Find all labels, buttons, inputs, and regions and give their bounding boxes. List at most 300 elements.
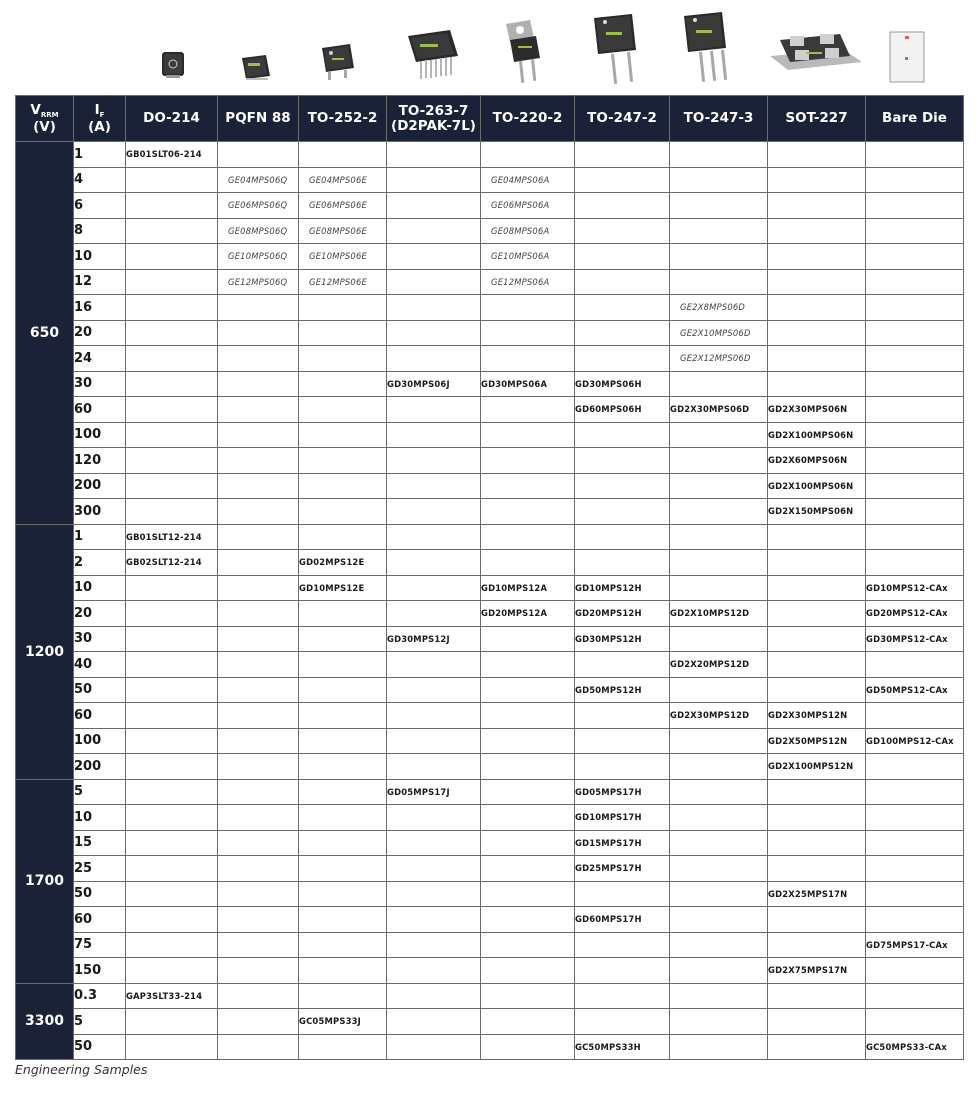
engineering-sample-part-cell: GE10MPS06E xyxy=(299,244,387,270)
table-row xyxy=(16,601,964,627)
bare-die-package-image xyxy=(890,32,924,82)
empty-cell xyxy=(670,422,768,448)
empty-cell xyxy=(126,244,218,270)
empty-cell xyxy=(387,524,481,550)
empty-cell xyxy=(387,193,481,219)
sot-227-package-image xyxy=(770,34,862,70)
empty-cell xyxy=(218,779,299,805)
if-header xyxy=(74,96,126,142)
current-cell: 1 xyxy=(74,142,126,168)
current-cell: 2 xyxy=(74,550,126,576)
part-number-cell: GD2X30MPS12N xyxy=(768,703,866,729)
empty-cell xyxy=(126,575,218,601)
empty-cell xyxy=(575,448,670,474)
empty-cell xyxy=(866,830,964,856)
empty-cell xyxy=(387,601,481,627)
voltage-cell: 1700 xyxy=(16,779,74,983)
empty-cell xyxy=(126,371,218,397)
empty-cell xyxy=(866,295,964,321)
table-row xyxy=(16,320,964,346)
empty-cell xyxy=(768,805,866,831)
current-cell: 60 xyxy=(74,907,126,933)
part-number-cell: GD2X30MPS06N xyxy=(768,397,866,423)
empty-cell xyxy=(481,958,575,984)
empty-cell xyxy=(575,422,670,448)
empty-cell xyxy=(768,142,866,168)
empty-cell xyxy=(866,805,964,831)
if-symbol: I xyxy=(94,101,100,118)
package-header: Bare Die xyxy=(866,96,964,142)
part-number-cell: GB01SLT12-214 xyxy=(126,524,218,550)
empty-cell xyxy=(866,958,964,984)
current-cell: 60 xyxy=(74,703,126,729)
empty-cell xyxy=(768,320,866,346)
current-cell: 30 xyxy=(74,371,126,397)
current-cell: 75 xyxy=(74,932,126,958)
empty-cell xyxy=(126,473,218,499)
empty-cell xyxy=(126,907,218,933)
empty-cell xyxy=(299,448,387,474)
empty-cell xyxy=(387,575,481,601)
empty-cell xyxy=(481,856,575,882)
empty-cell xyxy=(866,269,964,295)
engineering-sample-part-cell: GE08MPS06E xyxy=(299,218,387,244)
empty-cell xyxy=(218,881,299,907)
empty-cell xyxy=(768,626,866,652)
empty-cell xyxy=(218,703,299,729)
empty-cell xyxy=(387,1009,481,1035)
empty-cell xyxy=(670,1034,768,1060)
empty-cell xyxy=(866,1009,964,1035)
empty-cell xyxy=(768,524,866,550)
empty-cell xyxy=(387,295,481,321)
empty-cell xyxy=(670,193,768,219)
part-number-cell: GD10MPS12E xyxy=(299,575,387,601)
empty-cell xyxy=(670,830,768,856)
empty-cell xyxy=(126,754,218,780)
current-cell: 200 xyxy=(74,754,126,780)
empty-cell xyxy=(299,779,387,805)
empty-cell xyxy=(670,626,768,652)
empty-cell xyxy=(387,269,481,295)
empty-cell xyxy=(387,677,481,703)
empty-cell xyxy=(218,983,299,1009)
part-number-cell: GD2X60MPS06N xyxy=(768,448,866,474)
empty-cell xyxy=(299,652,387,678)
vrrm-header xyxy=(16,96,74,142)
header-row xyxy=(16,96,964,142)
pqfn-88-package-image xyxy=(242,55,270,80)
empty-cell xyxy=(575,550,670,576)
empty-cell xyxy=(670,448,768,474)
empty-cell xyxy=(387,550,481,576)
empty-cell xyxy=(866,167,964,193)
empty-cell xyxy=(126,295,218,321)
empty-cell xyxy=(768,269,866,295)
empty-cell xyxy=(670,142,768,168)
empty-cell xyxy=(575,346,670,372)
current-cell: 5 xyxy=(74,779,126,805)
empty-cell xyxy=(126,779,218,805)
empty-cell xyxy=(387,244,481,270)
empty-cell xyxy=(218,754,299,780)
empty-cell xyxy=(387,728,481,754)
empty-cell xyxy=(481,779,575,805)
table-row xyxy=(16,677,964,703)
empty-cell xyxy=(387,397,481,423)
current-cell: 10 xyxy=(74,575,126,601)
empty-cell xyxy=(866,422,964,448)
empty-cell xyxy=(218,575,299,601)
part-number-cell: GB02SLT12-214 xyxy=(126,550,218,576)
table-row xyxy=(16,448,964,474)
empty-cell xyxy=(126,218,218,244)
empty-cell xyxy=(126,703,218,729)
empty-cell xyxy=(481,524,575,550)
empty-cell xyxy=(670,1009,768,1035)
empty-cell xyxy=(126,1009,218,1035)
empty-cell xyxy=(866,754,964,780)
current-cell: 100 xyxy=(74,422,126,448)
empty-cell xyxy=(126,346,218,372)
package-header: TO-247-2 xyxy=(575,96,670,142)
empty-cell xyxy=(866,371,964,397)
table-row xyxy=(16,499,964,525)
empty-cell xyxy=(299,397,387,423)
table-row xyxy=(16,626,964,652)
current-cell: 50 xyxy=(74,677,126,703)
empty-cell xyxy=(299,958,387,984)
current-cell: 10 xyxy=(74,805,126,831)
current-cell: 12 xyxy=(74,269,126,295)
empty-cell xyxy=(481,652,575,678)
empty-cell xyxy=(218,295,299,321)
footnote: Engineering Samples xyxy=(15,1062,148,1077)
current-cell: 50 xyxy=(74,881,126,907)
empty-cell xyxy=(299,346,387,372)
table-row xyxy=(16,193,964,219)
empty-cell xyxy=(218,1034,299,1060)
part-number-cell: GD60MPS06H xyxy=(575,397,670,423)
empty-cell xyxy=(670,371,768,397)
table-row xyxy=(16,218,964,244)
empty-cell xyxy=(299,422,387,448)
empty-cell xyxy=(481,754,575,780)
empty-cell xyxy=(126,167,218,193)
empty-cell xyxy=(575,218,670,244)
empty-cell xyxy=(768,856,866,882)
part-number-cell: GD20MPS12H xyxy=(575,601,670,627)
table-row xyxy=(16,881,964,907)
part-number-cell: GD2X150MPS06N xyxy=(768,499,866,525)
empty-cell xyxy=(126,677,218,703)
empty-cell xyxy=(481,499,575,525)
empty-cell xyxy=(768,1034,866,1060)
current-cell: 25 xyxy=(74,856,126,882)
empty-cell xyxy=(299,728,387,754)
engineering-sample-part-cell: GE04MPS06Q xyxy=(218,167,299,193)
empty-cell xyxy=(387,499,481,525)
vrrm-unit: (V) xyxy=(33,118,56,135)
empty-cell xyxy=(299,473,387,499)
empty-cell xyxy=(299,754,387,780)
empty-cell xyxy=(126,448,218,474)
empty-cell xyxy=(299,932,387,958)
part-number-cell: GD2X10MPS12D xyxy=(670,601,768,627)
empty-cell xyxy=(387,907,481,933)
part-number-cell: GD2X30MPS06D xyxy=(670,397,768,423)
current-cell: 150 xyxy=(74,958,126,984)
empty-cell xyxy=(387,1034,481,1060)
table-row xyxy=(16,728,964,754)
current-cell: 5 xyxy=(74,1009,126,1035)
vrrm-symbol: V xyxy=(30,101,41,118)
empty-cell xyxy=(387,167,481,193)
empty-cell xyxy=(481,983,575,1009)
empty-cell xyxy=(866,193,964,219)
table-row xyxy=(16,244,964,270)
empty-cell xyxy=(299,881,387,907)
package-images-row xyxy=(0,0,980,95)
empty-cell xyxy=(481,626,575,652)
empty-cell xyxy=(575,320,670,346)
empty-cell xyxy=(866,779,964,805)
part-number-cell: GD2X100MPS12N xyxy=(768,754,866,780)
empty-cell xyxy=(866,218,964,244)
empty-cell xyxy=(387,830,481,856)
empty-cell xyxy=(866,346,964,372)
empty-cell xyxy=(218,371,299,397)
empty-cell xyxy=(670,983,768,1009)
part-number-cell: GD20MPS12A xyxy=(481,601,575,627)
current-cell: 0.3 xyxy=(74,983,126,1009)
empty-cell xyxy=(575,193,670,219)
part-number-cell: GD2X50MPS12N xyxy=(768,728,866,754)
empty-cell xyxy=(218,473,299,499)
empty-cell xyxy=(575,652,670,678)
empty-cell xyxy=(768,601,866,627)
empty-cell xyxy=(218,958,299,984)
empty-cell xyxy=(299,499,387,525)
empty-cell xyxy=(126,830,218,856)
empty-cell xyxy=(218,346,299,372)
current-cell: 15 xyxy=(74,830,126,856)
current-cell: 4 xyxy=(74,167,126,193)
table-row xyxy=(16,1009,964,1035)
table-row xyxy=(16,473,964,499)
package-header: PQFN 88 xyxy=(218,96,299,142)
empty-cell xyxy=(866,499,964,525)
current-cell: 50 xyxy=(74,1034,126,1060)
empty-cell xyxy=(481,932,575,958)
part-number-cell: GD05MPS17J xyxy=(387,779,481,805)
empty-cell xyxy=(575,958,670,984)
empty-cell xyxy=(387,473,481,499)
to-247-2-package-image xyxy=(594,14,636,84)
table-row xyxy=(16,830,964,856)
part-number-cell: GD100MPS12-CAx xyxy=(866,728,964,754)
package-header: TO-220-2 xyxy=(481,96,575,142)
engineering-sample-part-cell: GE2X12MPS06D xyxy=(670,346,768,372)
empty-cell xyxy=(768,295,866,321)
empty-cell xyxy=(575,881,670,907)
empty-cell xyxy=(768,983,866,1009)
table-row xyxy=(16,907,964,933)
empty-cell xyxy=(768,218,866,244)
empty-cell xyxy=(866,473,964,499)
empty-cell xyxy=(670,218,768,244)
to-252-2-package-image xyxy=(322,44,354,80)
empty-cell xyxy=(126,805,218,831)
voltage-cell: 650 xyxy=(16,142,74,525)
empty-cell xyxy=(218,1009,299,1035)
package-header: TO-247-3 xyxy=(670,96,768,142)
empty-cell xyxy=(299,907,387,933)
engineering-sample-part-cell: GE04MPS06E xyxy=(299,167,387,193)
empty-cell xyxy=(481,295,575,321)
part-number-cell: GD2X75MPS17N xyxy=(768,958,866,984)
empty-cell xyxy=(218,626,299,652)
empty-cell xyxy=(126,932,218,958)
table-row xyxy=(16,779,964,805)
part-number-cell: GD30MPS12J xyxy=(387,626,481,652)
current-cell: 200 xyxy=(74,473,126,499)
empty-cell xyxy=(670,677,768,703)
package-header: TO-263-7 (D2PAK-7L) xyxy=(387,96,481,142)
empty-cell xyxy=(218,550,299,576)
engineering-sample-part-cell: GE06MPS06A xyxy=(481,193,575,219)
empty-cell xyxy=(218,422,299,448)
empty-cell xyxy=(387,881,481,907)
empty-cell xyxy=(481,346,575,372)
empty-cell xyxy=(218,320,299,346)
part-number-cell: GD10MPS12A xyxy=(481,575,575,601)
current-cell: 1 xyxy=(74,524,126,550)
empty-cell xyxy=(768,550,866,576)
empty-cell xyxy=(387,320,481,346)
empty-cell xyxy=(481,907,575,933)
table-row xyxy=(16,422,964,448)
part-number-cell: GD50MPS12-CAx xyxy=(866,677,964,703)
part-number-cell: GD2X25MPS17N xyxy=(768,881,866,907)
empty-cell xyxy=(218,652,299,678)
current-cell: 120 xyxy=(74,448,126,474)
empty-cell xyxy=(768,244,866,270)
empty-cell xyxy=(481,142,575,168)
empty-cell xyxy=(481,422,575,448)
empty-cell xyxy=(126,601,218,627)
empty-cell xyxy=(299,626,387,652)
empty-cell xyxy=(768,193,866,219)
empty-cell xyxy=(299,983,387,1009)
empty-cell xyxy=(126,193,218,219)
part-number-cell: GC50MPS33H xyxy=(575,1034,670,1060)
empty-cell xyxy=(126,269,218,295)
engineering-sample-part-cell: GE08MPS06A xyxy=(481,218,575,244)
empty-cell xyxy=(670,856,768,882)
empty-cell xyxy=(387,422,481,448)
empty-cell xyxy=(575,269,670,295)
empty-cell xyxy=(387,142,481,168)
empty-cell xyxy=(575,983,670,1009)
empty-cell xyxy=(299,295,387,321)
empty-cell xyxy=(126,881,218,907)
current-cell: 6 xyxy=(74,193,126,219)
empty-cell xyxy=(126,1034,218,1060)
empty-cell xyxy=(126,652,218,678)
empty-cell xyxy=(126,626,218,652)
empty-cell xyxy=(768,779,866,805)
package-header: SOT-227 xyxy=(768,96,866,142)
empty-cell xyxy=(670,907,768,933)
empty-cell xyxy=(575,142,670,168)
empty-cell xyxy=(575,499,670,525)
empty-cell xyxy=(299,703,387,729)
empty-cell xyxy=(866,320,964,346)
empty-cell xyxy=(866,856,964,882)
engineering-sample-part-cell: GE04MPS06A xyxy=(481,167,575,193)
engineering-sample-part-cell: GE2X8MPS06D xyxy=(670,295,768,321)
empty-cell xyxy=(481,320,575,346)
current-cell: 20 xyxy=(74,320,126,346)
empty-cell xyxy=(299,677,387,703)
empty-cell xyxy=(575,703,670,729)
part-number-cell: GD10MPS12-CAx xyxy=(866,575,964,601)
empty-cell xyxy=(218,805,299,831)
table-row xyxy=(16,652,964,678)
empty-cell xyxy=(768,346,866,372)
table-row xyxy=(16,524,964,550)
part-number-cell: GD10MPS12H xyxy=(575,575,670,601)
empty-cell xyxy=(218,907,299,933)
empty-cell xyxy=(575,932,670,958)
empty-cell xyxy=(218,397,299,423)
part-number-cell: GD30MPS12H xyxy=(575,626,670,652)
empty-cell xyxy=(387,703,481,729)
part-number-cell: GD20MPS12-CAx xyxy=(866,601,964,627)
empty-cell xyxy=(481,805,575,831)
empty-cell xyxy=(126,728,218,754)
empty-cell xyxy=(670,269,768,295)
empty-cell xyxy=(126,958,218,984)
empty-cell xyxy=(768,932,866,958)
empty-cell xyxy=(126,397,218,423)
table-row xyxy=(16,932,964,958)
voltage-cell: 3300 xyxy=(16,983,74,1060)
voltage-cell: 1200 xyxy=(16,524,74,779)
part-number-cell: GD10MPS17H xyxy=(575,805,670,831)
current-cell: 30 xyxy=(74,626,126,652)
empty-cell xyxy=(670,728,768,754)
empty-cell xyxy=(670,805,768,831)
empty-cell xyxy=(387,932,481,958)
to-220-2-package-image xyxy=(506,20,540,83)
table-row xyxy=(16,397,964,423)
empty-cell xyxy=(670,754,768,780)
current-cell: 8 xyxy=(74,218,126,244)
empty-cell xyxy=(481,830,575,856)
empty-cell xyxy=(481,728,575,754)
empty-cell xyxy=(768,1009,866,1035)
table-row xyxy=(16,346,964,372)
current-cell: 20 xyxy=(74,601,126,627)
engineering-sample-part-cell: GE06MPS06Q xyxy=(218,193,299,219)
empty-cell xyxy=(768,907,866,933)
empty-cell xyxy=(218,499,299,525)
part-number-cell: GB01SLT06-214 xyxy=(126,142,218,168)
empty-cell xyxy=(768,371,866,397)
part-number-cell: GC50MPS33-CAx xyxy=(866,1034,964,1060)
